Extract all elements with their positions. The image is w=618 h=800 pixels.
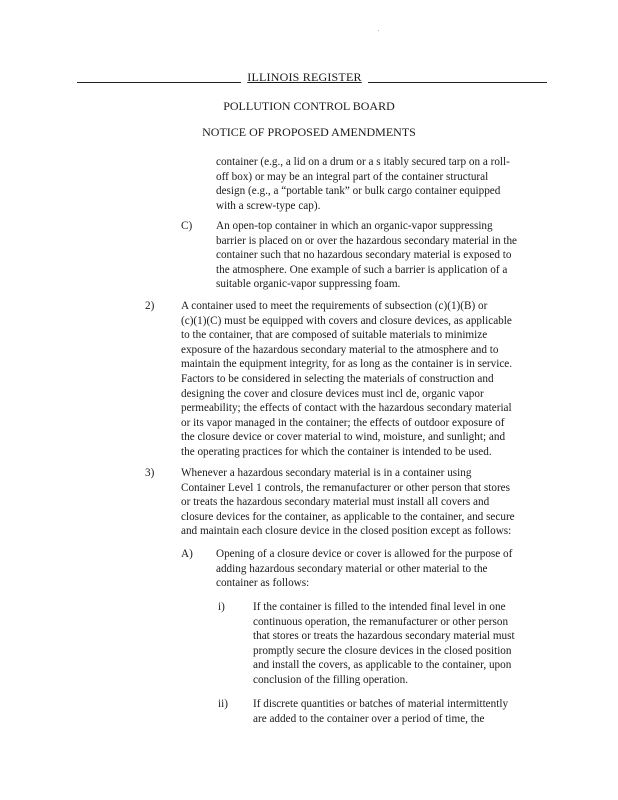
text-line: conclusion of the filling operation.: [253, 673, 409, 686]
item-3a-paragraph: [216, 547, 546, 591]
register-title: ILLINOIS REGISTER: [247, 70, 362, 84]
continuation-paragraph: [216, 155, 546, 213]
text-line: An open-top container in which an organic-vapor suppressing: [216, 220, 493, 232]
text-line: container as follows:: [216, 577, 310, 590]
text-line: and install the covers, as applicable to the container, upon: [253, 659, 512, 672]
text-line: continuous operation, the remanufacturer or other person: [253, 615, 509, 628]
item-3-label: 3): [145, 467, 155, 479]
text-line: barrier is placed on or over the hazardous secondary material in the: [216, 234, 518, 247]
text-line: Container Level 1 controls, the remanufacturer or other person that stores: [181, 481, 510, 494]
text-line: or treats the hazardous secondary material must install all covers and: [181, 496, 490, 509]
item-2-paragraph: [181, 299, 547, 460]
text-line: design (e.g., a “portable tank” or bulk cargo container equipped: [216, 185, 501, 198]
scan-speck: [378, 30, 379, 31]
text-line: designing the cover and closure devices must incl de, organic vapor: [181, 387, 484, 400]
text-line: If discrete quantities or batches of material intermittently: [253, 698, 509, 710]
text-line: closure devices for the container, as applicable to the container, and secure: [181, 510, 515, 523]
item-3a-i-paragraph: [253, 600, 546, 688]
item-3-paragraph: [181, 466, 547, 539]
text-line: are added to the container over a period of time, the: [253, 712, 485, 725]
text-line: A container used to meet the requirements of subsection (c)(1)(B) or: [181, 300, 488, 312]
item-2-label: 2): [145, 300, 155, 312]
text-line: permeability; the effects of contact with the hazardous secondary material: [181, 402, 512, 415]
text-line: If the container is filled to the intended final level in one: [253, 601, 506, 613]
text-line: and maintain each closure device in the closed position except as follows:: [181, 525, 512, 538]
text-line: to the container, that are composed of suitable materials to minimize: [181, 329, 488, 342]
text-line: the atmosphere. One example of such a barrier is application of a: [216, 263, 508, 276]
text-line: maintain the equipment integrity, for as long as the container is in service.: [181, 358, 513, 371]
text-line: that stores or treats the hazardous secondary material must: [253, 630, 515, 643]
text-line: promptly secure the closure devices in the closed position: [253, 644, 512, 657]
item-c-label: C): [181, 220, 193, 232]
board-title: POLLUTION CONTROL BOARD: [223, 99, 395, 113]
text-line: Whenever a hazardous secondary material is in a container using: [181, 467, 472, 479]
text-line: container such that no hazardous secondary material is exposed to: [216, 249, 512, 262]
text-line: suitable organic-vapor suppressing foam.: [216, 278, 401, 291]
text-line: adding hazardous secondary material or other material to the: [216, 562, 488, 575]
item-3a-i-label: i): [218, 601, 225, 613]
text-line: with a screw-type cap).: [216, 199, 321, 212]
header-rule-right: [368, 82, 547, 83]
text-line: Opening of a closure device or cover is allowed for the purpose of: [216, 548, 513, 560]
notice-title: NOTICE OF PROPOSED AMENDMENTS: [202, 125, 416, 139]
text-line: or its vapor managed in the container; the effects of outdoor exposure of: [181, 416, 505, 429]
item-c-paragraph: [216, 219, 546, 292]
text-line: the closure device or cover material to wind, moisture, and sunlight; and: [181, 431, 506, 444]
text-line: the operating practices for which the container is intended to be used.: [181, 445, 492, 458]
text-line: Factors to be considered in selecting the materials of construction and: [181, 372, 494, 385]
item-3a-ii-label: ii): [218, 698, 228, 710]
text-line: exposure of the hazardous secondary material to the atmosphere and to: [181, 343, 499, 356]
item-3a-label: A): [181, 548, 193, 560]
header-rule-left: [77, 82, 241, 83]
text-line: off box) or may be an integral part of the container structural: [216, 170, 489, 183]
text-line: container (e.g., a lid on a drum or a s itably secured tarp on a roll-: [216, 156, 510, 168]
item-3a-ii-paragraph: [253, 697, 546, 726]
text-line: (c)(1)(C) must be equipped with covers and closure devices, as applicable: [181, 314, 512, 327]
